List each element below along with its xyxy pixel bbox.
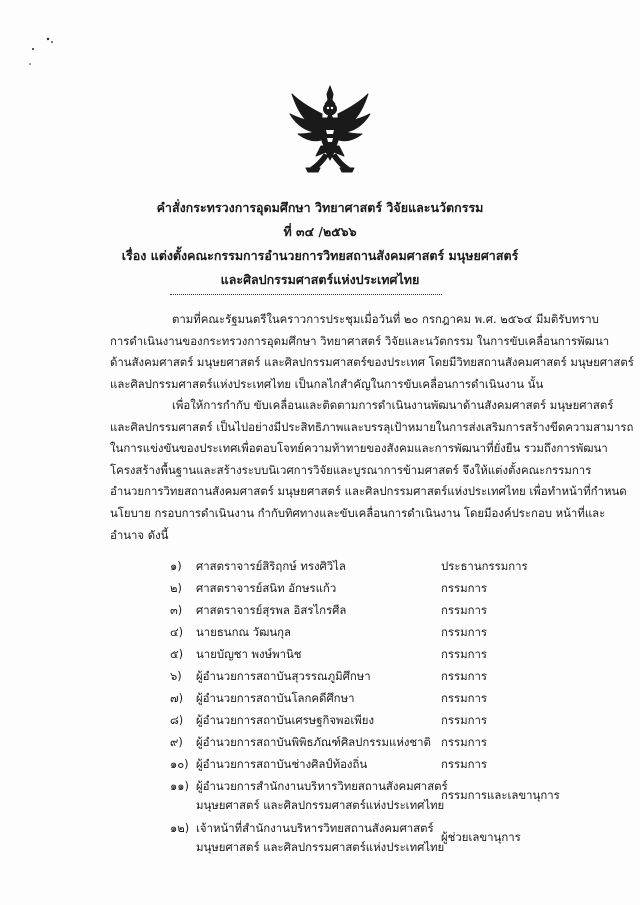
member-name-line: ศาสตราจารย์สุรพล อิสรไกรศีล — [196, 603, 347, 617]
member-name — [196, 665, 371, 687]
member-row — [170, 775, 570, 817]
member-role: กรรมการ — [441, 735, 488, 749]
member-role: กรรมการ — [441, 625, 488, 639]
member-name — [196, 731, 431, 753]
member-role: กรรมการและเลขานุการ — [441, 788, 560, 802]
member-number: ๒) — [170, 581, 182, 595]
member-row — [170, 621, 570, 643]
paragraph-line: อำนวยการวิทยสถานสังคมศาสตร์ มนุษยศาสตร์ และศิลปกรรมศาสตร์แห่งประเทศไทย เพื่อทำหน้าที่กำหนด — [110, 484, 627, 499]
member-name — [196, 577, 336, 599]
member-number: ๑๐) — [170, 757, 189, 771]
member-name-line: ผู้อำนวยการสถาบันโลกคดีศึกษา — [196, 691, 355, 705]
scan-specks — [26, 36, 66, 76]
member-name-line: ผู้อำนวยการสถาบันช่างศิลป์ท้องถิ่น — [196, 757, 368, 771]
member-number: ๕) — [170, 647, 184, 661]
member-number: ๑๒) — [170, 821, 190, 835]
member-name-line: มนุษยศาสตร์ และศิลปกรรมศาสตร์แห่งประเทศไทย — [196, 798, 445, 812]
paragraph-line: นโยบาย กรอบการดำเนินงาน กำกับทิศทางและขับเคลื่อนการดำเนินงาน โดยมีองค์ประกอบ หน้าที่และ — [110, 505, 606, 520]
paragraph-appointment — [110, 395, 634, 546]
member-row — [170, 599, 570, 621]
member-name — [196, 777, 448, 815]
paragraph-line: อำนาจ ดังนี้ — [110, 527, 169, 542]
member-role: กรรมการ — [441, 713, 488, 727]
member-row — [170, 731, 570, 753]
member-role: ประธานกรรมการ — [441, 559, 528, 573]
paragraph-line: การดำเนินงานของกระทรวงการอุดมศึกษา วิทยาศาสตร์ วิจัยและนวัตกรรม ในการขับเคลื่อนการพัฒนา — [110, 333, 610, 348]
paragraph-line: โครงสร้างพื้นฐานและสร้างระบบนิเวศการวิจัยและบูรณาการข้ามศาสตร์ จึงให้แต่งตั้งคณะกรรมการ — [110, 462, 592, 477]
member-number: ๔) — [170, 625, 184, 639]
paragraph-line: เพื่อให้การกำกับ ขับเคลื่อนและติดตามการดำเนินงานพัฒนาด้านสังคมศาสตร์ มนุษยศาสตร์ — [172, 398, 614, 412]
member-number: ๗) — [170, 691, 184, 705]
member-name — [196, 709, 374, 731]
member-row — [170, 753, 570, 775]
member-row — [170, 817, 570, 859]
member-row — [170, 577, 570, 599]
member-role: กรรมการ — [441, 691, 488, 705]
member-name — [196, 687, 354, 709]
member-number: ๑๑) — [170, 779, 189, 793]
member-number: ๑) — [170, 559, 182, 573]
member-name-line: ผู้อำนวยการสถาบันสุวรรณภูมิศึกษา — [196, 669, 371, 683]
paragraph-line: ด้านสังคมศาสตร์ มนุษยศาสตร์ และศิลปกรรมศาสตร์ของประเทศ โดยมีวิทยสถานสังคมศาสตร์ มนุษยศาสตร์ — [110, 355, 634, 370]
member-row — [170, 687, 570, 709]
member-name-line: มนุษยศาสตร์ และศิลปกรรมศาสตร์แห่งประเทศไทย — [196, 840, 445, 854]
member-name-line: นายธนกณ วัฒนกุล — [196, 625, 292, 639]
member-name-line: เจ้าหน้าที่สำนักงานบริหารวิทยสถานสังคมศาสตร์ — [196, 821, 434, 835]
member-role: กรรมการ — [441, 581, 488, 595]
paragraph-line: ตามที่คณะรัฐมนตรีในคราวการประชุมเมื่อวันที่ ๒๐ กรกฎาคม พ.ศ. ๒๕๖๔ มีมติรับทราบ — [172, 312, 599, 326]
member-name — [196, 555, 346, 577]
member-name-line: ผู้อำนวยการสำนักงานบริหารวิทยสถานสังคมศาสตร์ — [196, 779, 448, 793]
member-name — [196, 819, 444, 857]
member-role: กรรมการ — [441, 757, 488, 771]
paragraph-line: และศิลปกรรมศาสตร์แห่งประเทศไทย เป็นกลไกสำคัญในการขับเคลื่อนการดำเนินงาน นั้น — [110, 376, 544, 391]
member-name — [196, 643, 302, 665]
garuda-emblem-icon — [288, 84, 372, 174]
member-row — [170, 665, 570, 687]
subject-line-1: เรื่อง แต่งตั้งคณะกรรมการอำนวยการวิทยสถานสังคมศาสตร์ มนุษยศาสตร์ — [121, 248, 519, 263]
member-role: ผู้ช่วยเลขานุการ — [441, 830, 521, 844]
paragraph-background — [110, 309, 634, 395]
document-header — [0, 196, 640, 292]
subject-line-2: และศิลปกรรมศาสตร์แห่งประเทศไทย — [220, 272, 420, 287]
member-row — [170, 709, 570, 731]
member-number: ๓) — [170, 603, 183, 617]
member-number: ๘) — [170, 713, 184, 727]
member-name-line: ศาสตราจารย์สิริฤกษ์ ทรงศิวิไล — [196, 559, 346, 573]
member-name-line: ผู้อำนวยการสถาบันเศรษฐกิจพอเพียง — [196, 713, 375, 727]
member-name-line: ผู้อำนวยการสถาบันพิพิธภัณฑ์ศิลปกรรมแห่งชาติ — [196, 735, 431, 749]
member-row — [170, 643, 570, 665]
order-title: คำสั่งกระทรวงการอุดมศึกษา วิทยาศาสตร์ วิจัยและนวัตกรรม — [156, 200, 484, 215]
order-number: ที่ ๓๔ /๒๕๖๖ — [283, 224, 357, 239]
member-role: กรรมการ — [441, 603, 488, 617]
committee-member-list — [170, 555, 570, 859]
member-role: กรรมการ — [441, 647, 488, 661]
member-row — [170, 555, 570, 577]
paragraph-line: และศิลปกรรมศาสตร์ เป็นไปอย่างมีประสิทธิภาพและบรรลุเป้าหมายในการส่งเสริมการสร้างขีดความสามารถ — [110, 419, 634, 434]
member-name — [196, 599, 346, 621]
member-number: ๙) — [170, 735, 183, 749]
member-name-line: ศาสตราจารย์สนิท อักษรแก้ว — [196, 581, 337, 595]
paragraph-line: ในการแข่งขันของประเทศเพื่อตอบโจทย์ความท้าทายของสังคมและการพัฒนาที่ยั่งยืน รวมถึงการพัฒนา — [110, 441, 608, 456]
member-number: ๖) — [170, 669, 182, 683]
member-name-line: นายบัญชา พงษ์พานิช — [196, 647, 302, 661]
member-name — [196, 753, 367, 775]
member-name — [196, 621, 291, 643]
dotted-separator — [170, 294, 442, 295]
member-role: กรรมการ — [441, 669, 488, 683]
